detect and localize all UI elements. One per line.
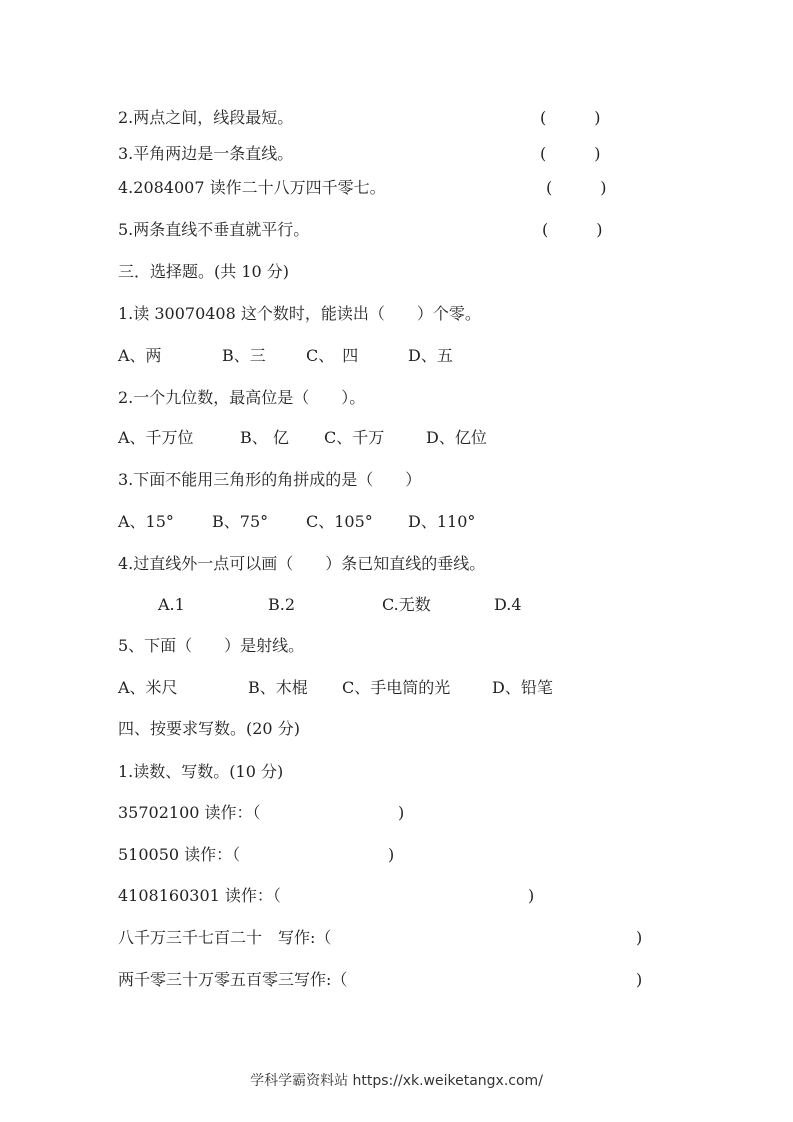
q1-option-a: A、两	[118, 346, 162, 365]
q5-option-a: A、米尺	[118, 678, 178, 697]
read-row-2-close: )	[388, 845, 395, 864]
q3-option-d: D、110°	[408, 512, 476, 531]
read-row-3: 4108160301 读作：（	[118, 886, 281, 905]
read-row-3-close: )	[528, 886, 535, 905]
read-row-1: 35702100 读作：（	[118, 803, 261, 822]
q4-option-d: D.4	[494, 595, 522, 614]
q4-option-b: B.2	[268, 595, 296, 614]
judgement-item-3: 3.平角两边是一条直线。	[118, 144, 294, 163]
read-row-1-close: )	[398, 803, 405, 822]
q1-option-d: D、五	[408, 346, 453, 365]
q4-option-a: A.1	[158, 595, 185, 614]
answer-parenthesis: ( )	[540, 144, 601, 163]
q2-option-d: D、亿位	[426, 428, 487, 447]
q3-option-c: C、105°	[306, 512, 373, 531]
q2-option-a: A、千万位	[118, 428, 194, 447]
q1-stem: 1.读 30070408 这个数时，能读出（ ）个零。	[118, 304, 481, 323]
q4-option-c: C.无数	[382, 595, 431, 614]
answer-parenthesis: ( )	[546, 178, 607, 197]
read-row-2: 510050 读作：（	[118, 845, 241, 864]
section4-title: 四、按要求写数。(20 分)	[118, 719, 300, 738]
q3-option-b: B、75°	[212, 512, 269, 531]
q1-option-b: B、三	[222, 346, 266, 365]
write-row-2-close: )	[636, 970, 643, 989]
write-row-2: 两千零三十万零五百零三写作:（	[118, 970, 348, 989]
q2-stem: 2.一个九位数，最高位是（ ）。	[118, 388, 366, 407]
q3-option-a: A、15°	[118, 512, 174, 531]
footer-source: 学科学霸资料站 https://xk.weiketangx.com/	[250, 1073, 543, 1089]
write-row-1: 八千万三千七百二十 写作:（	[118, 928, 332, 947]
write-row-1-close: )	[636, 928, 643, 947]
q5-option-b: B、木棍	[248, 678, 308, 697]
q3-stem: 3.下面不能用三角形的角拼成的是（ ）	[118, 470, 422, 489]
section4-sub1: 1.读数、写数。(10 分)	[118, 762, 284, 781]
q1-option-c: C、 四	[306, 346, 359, 365]
answer-parenthesis: ( )	[540, 108, 601, 127]
q5-option-d: D、铅笔	[492, 678, 553, 697]
q5-option-c: C、手电筒的光	[342, 678, 451, 697]
judgement-item-5: 5.两条直线不垂直就平行。	[118, 220, 310, 239]
q5-stem: 5、下面（ ）是射线。	[118, 636, 305, 655]
answer-parenthesis: ( )	[542, 220, 603, 239]
judgement-item-4: 4.2084007 读作二十八万四千零七。	[118, 178, 386, 197]
q2-option-b: B、 亿	[240, 428, 289, 447]
q2-option-c: C、千万	[324, 428, 385, 447]
judgement-item-2: 2.两点之间，线段最短。	[118, 108, 294, 127]
q4-stem: 4.过直线外一点可以画（ ）条已知直线的垂线。	[118, 554, 486, 573]
section3-title: 三．选择题。(共 10 分)	[118, 262, 290, 281]
